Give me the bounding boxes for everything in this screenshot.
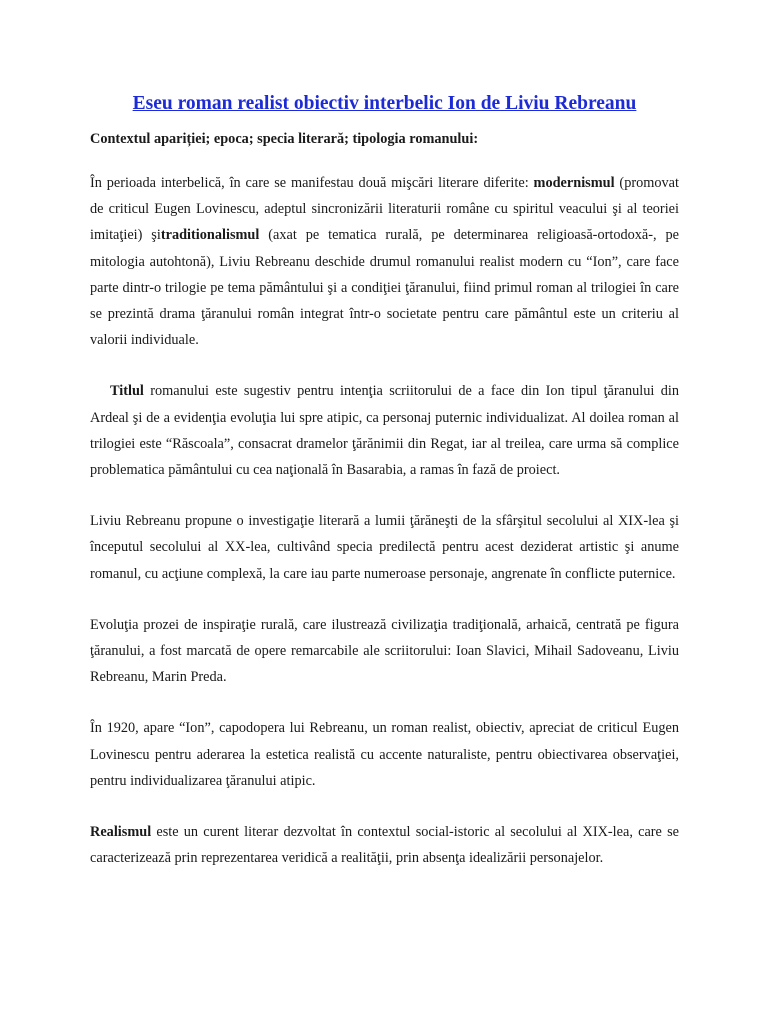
document-title — [90, 90, 679, 118]
section-subheading: Contextul apariției; epoca; specia literară; tipologia romanului: — [90, 131, 479, 147]
title-link[interactable]: Eseu roman realist obiectiv interbelic Ion de Liviu Rebreanu — [132, 93, 637, 114]
paragraph-realism — [90, 819, 679, 871]
paragraph-text: (promovat de criticul Eugen Lovinescu, adeptul sincronizării literaturii române cu spiritul veacului şi al teoriei imitaţiei) şi — [90, 175, 679, 244]
paragraph-title — [90, 378, 679, 483]
paragraph-text: (axat pe tematica rurală, pe determinarea religioasă-ortodoxă-, pe mitologia autohtonă), Liviu Rebreanu deschide drumul romanului realist modern cu “Ion”, care face parte dintr-o trilogie pe tema pământului şi a condiţiei ţăranului, fiind primul roman al trilogiei în care se prezintă drama ţăranului român integrat într-o societate pentru care pământul este un criteriu al valorii individuale. — [90, 227, 679, 349]
paragraph-investigation: Liviu Rebreanu propune o investigaţie literară a lumii ţărăneşti de la sfârşitul secolului al XIX-lea şi începutul secolului al XX-lea, cultivând specia predilectă pentru acest deziderat artistic şi anume romanul, cu acţiune complexă, la care iau parte numeroase personaje, angrenate în conflicte puternice. — [90, 513, 679, 582]
paragraph-1920: În 1920, apare “Ion”, capodopera lui Rebreanu, un roman realist, obiectiv, apreciat de criticul Eugen Lovinescu pentru aderarea la estetica realistă cu accente naturaliste, pentru obiectivarea observaţiei, pentru individualizarea ţăranului atipic. — [90, 720, 679, 789]
paragraph-text: În perioada interbelică, în care se manifestau două mişcări literare diferite: — [90, 175, 534, 191]
term-modernism: modernismul — [533, 175, 615, 191]
term-titlul: Titlul — [110, 383, 144, 400]
term-realismul: Realismul — [90, 824, 152, 841]
paragraph-text: este un curent literar dezvoltat în contextul social-istoric al secolului al XIX-lea, care se caracterizează prin reprezentarea veridică a realităţii, prin absenţa idealizării personajelor. — [90, 824, 679, 867]
paragraph-context — [90, 170, 679, 353]
paragraph-text: romanului este sugestiv pentru intenţia scriitorului de a face din Ion tipul ţăranului din Ardeal şi de a evidenţia evoluţia lui spre atipic, ca personaj puternic individualizat. Al doilea roman al trilogiei este “Răscoala”, consacrat dramelor ţărănimii din Regat, iar al treilea, care urma să complice problematica pământului cu cea naţională în Basarabia, a ramas în fază de proiect. — [90, 383, 679, 479]
term-traditionalism: traditionalismul — [160, 227, 260, 244]
paragraph-rural-prose: Evoluţia prozei de inspiraţie rurală, care ilustrează civilizaţia tradiţională, arhaică, centrată pe figura ţăranului, a fost marcată de opere remarcabile ale scriitorului: Ioan Slavici, Mihail Sadoveanu, Liviu Rebreanu, Marin Preda. — [90, 616, 679, 686]
